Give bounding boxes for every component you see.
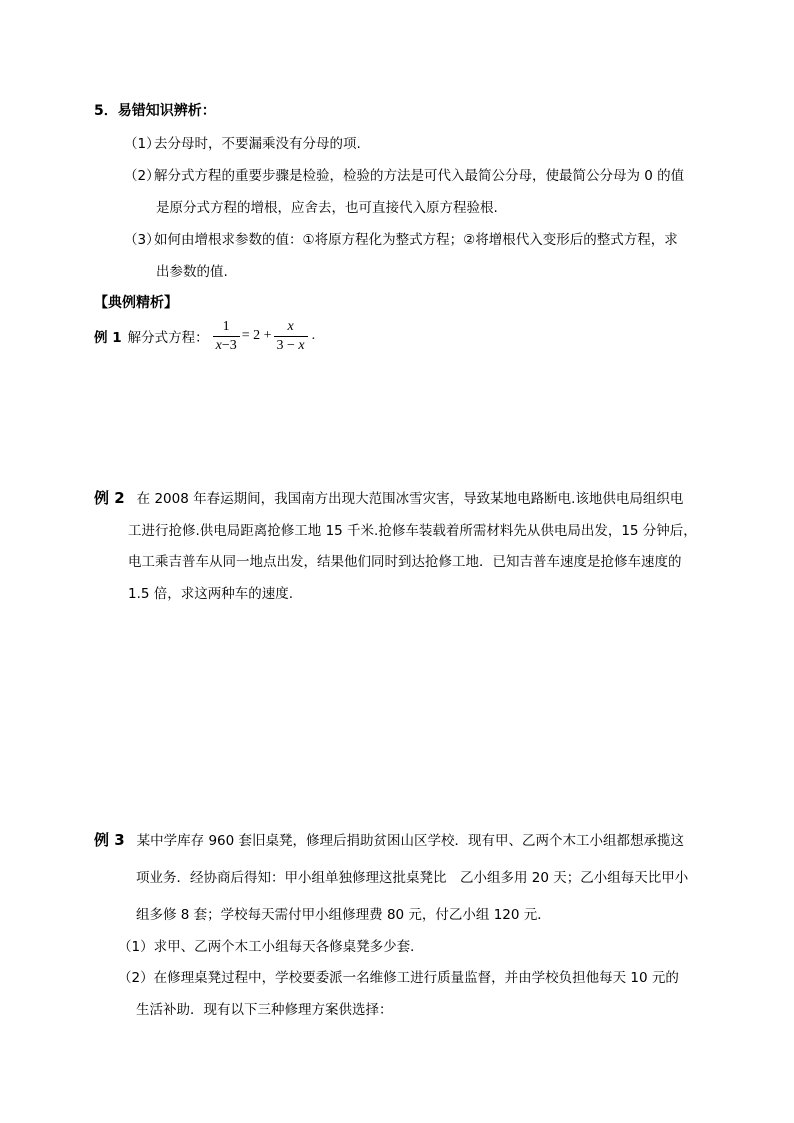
item-3-label: （3） — [124, 232, 160, 248]
example-1 — [94, 314, 315, 358]
fraction-1-den-var: x — [215, 337, 222, 353]
example-2-line-3: 电工乘吉普车从同一地点出发，结果他们同时到达抢修工地．已知吉普车速度是抢修车速度的 — [128, 554, 682, 570]
example-2-line-1: 在 2008 年春运期间，我国南方出现大范围冰雪灾害，导致某地电路断电.该地供电局组织电 — [136, 491, 684, 507]
example-3-line-1: 某中学库存 960 套旧桌凳，修理后捐助贫困山区学校．现有甲、乙两个木工小组都想承揽这 — [136, 833, 685, 849]
example-3 — [94, 829, 684, 850]
item-1-line-1: 去分母时，不要漏乘没有分母的项. — [154, 136, 361, 152]
item-3-line-1: 如何由增根求参数的值：①将原方程化为整式方程；②将增根代入变形后的整式方程，求 — [154, 232, 678, 248]
example-1-text: 解分式方程： — [127, 330, 209, 346]
example-3-line-3: 组多修 8 套；学校每天需付甲小组修理费 80 元，付乙小组 120 元． — [136, 907, 551, 923]
example-3-sub-2-line-1: （2）在修理桌凳过程中，学校要委派一名维修工进行质量监督，并由学校负担他每天 10 元的 — [118, 970, 679, 986]
section-5-title: 5．易错知识辨析： — [94, 103, 216, 119]
fraction-1-den-rest: −3 — [221, 337, 237, 353]
example-2 — [94, 487, 683, 508]
example-3-sub-1: （1）求甲、乙两个木工小组每天各修桌凳多少套． — [118, 939, 424, 955]
item-3 — [124, 228, 678, 248]
example-2-line-2: 工进行抢修.供电局距离抢修工地 15 千米.抢修车装载着所需材料先从供电局出发，15 分钟后， — [128, 523, 697, 539]
equation-middle: = 2 + — [241, 328, 272, 343]
example-3-line-2: 项业务．经协商后得知：甲小组单独修理这批桌凳比 乙小组多用 20 天；乙小组每天比甲小 — [136, 870, 689, 886]
example-2-label: 例 2 — [94, 489, 125, 507]
item-1-label: （1） — [124, 136, 160, 152]
item-2-line-1: 解分式方程的重要步骤是检验，检验的方法是可代入最简公分母，使最简公分母为 0 的值 — [154, 168, 685, 184]
example-2-line-4: 1.5 倍，求这两种车的速度. — [128, 586, 294, 602]
section-heading: 【典例精析】 — [94, 295, 178, 311]
equation-end: . — [311, 328, 316, 343]
fraction-2-den-var: x — [298, 337, 305, 353]
fraction-2-den-pre: 3 − — [276, 337, 295, 353]
example-1-label: 例 1 — [94, 330, 122, 346]
fraction-2-numerator: x — [274, 318, 308, 337]
fraction-1 — [213, 318, 240, 355]
example-3-label: 例 3 — [94, 831, 125, 849]
item-2-label: （2） — [124, 168, 160, 184]
item-2 — [124, 164, 684, 184]
fraction-1-denominator — [213, 337, 240, 355]
item-2-line-2: 是原分式方程的增根，应舍去，也可直接代入原方程验根. — [156, 200, 498, 216]
fraction-2 — [274, 318, 308, 355]
fraction-1-numerator: 1 — [213, 318, 240, 337]
fraction-2-denominator — [274, 337, 308, 355]
item-1 — [124, 132, 361, 152]
example-3-sub-2-line-2: 生活补助．现有以下三种修理方案供选择： — [136, 1002, 393, 1018]
item-3-line-2: 出参数的值. — [156, 264, 228, 280]
